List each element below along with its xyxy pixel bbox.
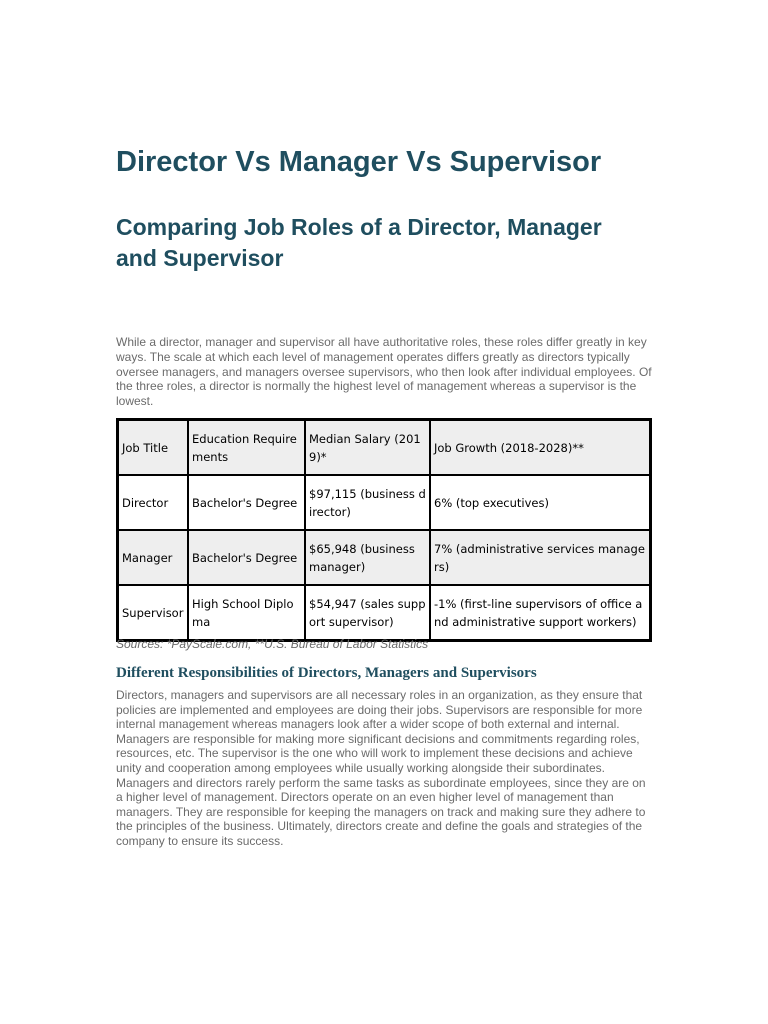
table-row (118, 530, 650, 585)
table-cell: $65,948 (business manager) (305, 530, 430, 585)
table-cell: Director (118, 475, 188, 530)
header-education: Education Requirements (188, 420, 305, 475)
table-cell: 7% (administrative services managers) (430, 530, 650, 585)
table-cell: Bachelor's Degree (188, 475, 305, 530)
page-subtitle: Comparing Job Roles of a Director, Manager and Supervisor (116, 214, 602, 271)
table-row (118, 585, 650, 640)
intro-paragraph: While a director, manager and supervisor all have authoritative roles, these roles differ greatly in key ways. The scale at which each level of management operates differs greatly as directors typically oversee managers, and managers oversee supervisors, who then look after individual employees. Of the three roles, a director is normally the highest level of management whereas a supervisor is the lowest. (116, 335, 652, 409)
section-heading: Different Responsibilities of Directors, Managers and Supervisors (116, 665, 537, 681)
table-cell: 6% (top executives) (430, 475, 650, 530)
page-title: Director Vs Manager Vs Supervisor (116, 146, 602, 178)
table-header-row (118, 420, 650, 475)
table-cell: Supervisor (118, 585, 188, 640)
table-cell: High School Diploma (188, 585, 305, 640)
table-row (118, 475, 650, 530)
header-salary: Median Salary (2019)* (305, 420, 430, 475)
header-job-growth: Job Growth (2018-2028)** (430, 420, 650, 475)
header-job-title: Job Title (118, 420, 188, 475)
table-cell: Bachelor's Degree (188, 530, 305, 585)
body-paragraph: Directors, managers and supervisors are all necessary roles in an organization, as they ensure that policies are implemented and employees are doing their jobs. Supervisors are responsible for more internal management whereas managers look after a wider scope of both external and internal. Managers are responsible for making more significant decisions and commitments regarding roles, resources, etc. The supervisor is the one who will work to implement these decisions and achieve unity and cooperation among employees while usually working alongside their subordinates. Managers and directors rarely perform the same tasks as subordinate employees, since they are on a higher level of management. Directors operate on an even higher level of management than managers. They are responsible for keeping the managers on track and making sure they adhere to the principles of the business. Ultimately, directors create and define the goals and strategies of the company to ensure its success. (116, 688, 646, 848)
table-cell: Manager (118, 530, 188, 585)
sources-note: Sources: *PayScale.com, **U.S. Bureau of Labor Statistics (116, 637, 429, 651)
table-cell: $97,115 (business director) (305, 475, 430, 530)
table-cell: -1% (first-line supervisors of office and administrative support workers) (430, 585, 650, 640)
comparison-table (116, 418, 652, 642)
table-cell: $54,947 (sales support supervisor) (305, 585, 430, 640)
